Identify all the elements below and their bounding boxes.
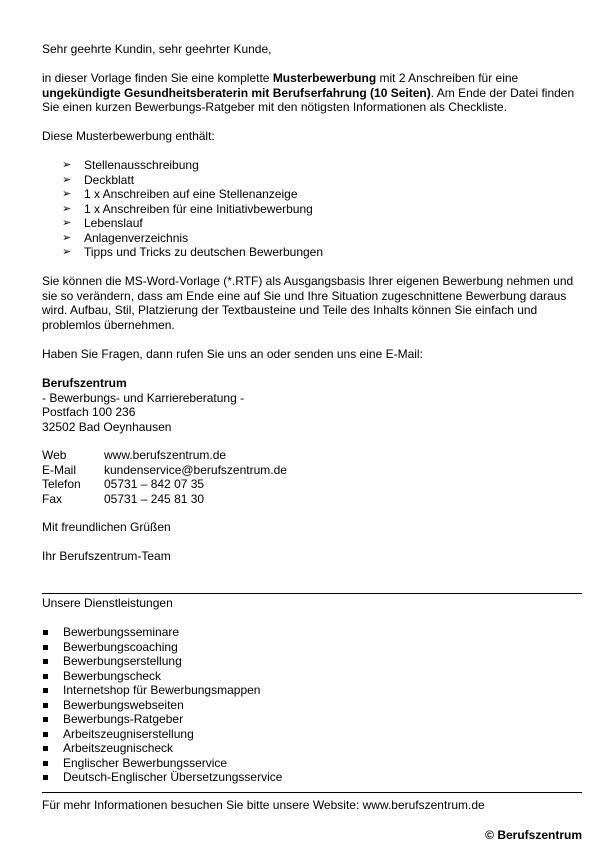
list-item: Arbeitszeugniserstellung xyxy=(42,727,582,742)
email-link[interactable]: kundenservice@berufszentrum.de xyxy=(104,462,287,477)
address-line: - Bewerbungs- und Karriereberatung - xyxy=(42,390,245,405)
contact-row-phone: Telefon 05731 – 842 07 35 xyxy=(42,477,205,491)
arrow-bullet-icon: ➢ xyxy=(62,246,72,258)
address-line: 32502 Bad Oeynhausen xyxy=(42,419,172,434)
square-bullet-icon xyxy=(43,746,48,751)
contact-row-fax: Fax 05731 – 245 81 30 xyxy=(42,491,205,506)
square-bullet-icon xyxy=(43,717,48,722)
square-bullet-icon xyxy=(43,688,48,693)
list-item: ➢ Deckblatt xyxy=(62,172,135,187)
list-item: Bewerbungs-Ratgeber xyxy=(42,712,582,727)
divider xyxy=(42,792,582,793)
list-item: Bewerbungswebseiten xyxy=(42,698,582,713)
contact-row-web: Web www.berufszentrum.de xyxy=(42,448,227,462)
list-item: Deutsch-Englischer Übersetzungsservice xyxy=(42,770,582,785)
closing-text: Mit freundlichen Grüßen xyxy=(42,520,171,534)
fax-number: 05731 – 245 81 30 xyxy=(104,491,205,506)
list-item: ➢ Lebenslauf xyxy=(62,216,143,230)
square-bullet-icon xyxy=(43,645,48,650)
list-item: Bewerbungscheck xyxy=(42,669,582,684)
list-item: Bewerbungserstellung xyxy=(42,654,582,669)
intro-text-3: . Am Ende der Datei finden Sie einen kurzen Bewerbungs-Ratgeber mit den nötigsten Informationen als Checkliste. xyxy=(42,85,575,114)
contact-row-email: E-Mail kundenservice@berufszentrum.de xyxy=(42,462,287,477)
divider xyxy=(42,593,582,594)
list-item: Englischer Bewerbungsservice xyxy=(42,756,582,771)
list-item: Arbeitszeugnischeck xyxy=(42,741,582,756)
arrow-bullet-icon: ➢ xyxy=(62,188,72,200)
contact-block xyxy=(42,448,582,506)
list-item: ➢ 1 x Anschreiben auf eine Stellenanzeige xyxy=(62,187,298,201)
intro-paragraph xyxy=(42,71,582,115)
square-bullet-icon xyxy=(43,761,48,766)
list-item: ➢ 1 x Anschreiben für eine Initiativbewerbung xyxy=(62,201,313,216)
phone-number: 05731 – 842 07 35 xyxy=(104,477,205,491)
intro-text-1: in dieser Vorlage finden Sie eine komplette xyxy=(42,71,273,85)
square-bullet-icon xyxy=(43,732,48,737)
services-list xyxy=(42,625,582,785)
greeting: Sehr geehrte Kundin, sehr geehrter Kunde, xyxy=(42,42,272,56)
arrow-bullet-icon: ➢ xyxy=(62,217,72,229)
copyright-text: © Berufszentrum xyxy=(485,828,582,842)
list-item: Internetshop für Bewerbungsmappen xyxy=(42,683,582,698)
arrow-bullet-icon: ➢ xyxy=(62,231,72,244)
contents-list xyxy=(42,158,582,260)
arrow-bullet-icon: ➢ xyxy=(62,173,72,186)
more-info-text: Für mehr Informationen besuchen Sie bitte unsere Website: www.berufszentrum.de xyxy=(42,798,485,812)
address-line: Postfach 100 236 xyxy=(42,405,136,419)
list-item: ➢ Stellenausschreibung xyxy=(62,158,199,172)
square-bullet-icon xyxy=(43,775,48,780)
square-bullet-icon xyxy=(43,659,48,664)
list-item: Bewerbungsseminare xyxy=(42,625,582,640)
services-heading: Unsere Dienstleistungen xyxy=(42,596,173,610)
square-bullet-icon xyxy=(43,630,48,635)
square-bullet-icon xyxy=(43,703,48,708)
list-item: ➢ Tipps und Tricks zu deutschen Bewerbungen xyxy=(62,245,324,259)
address-block xyxy=(42,376,582,434)
list-item: ➢ Anlagenverzeichnis xyxy=(62,230,189,245)
arrow-bullet-icon: ➢ xyxy=(62,202,72,215)
intro-bold-2: ungekündigte Gesundheitsberaterin mit Berufserfahrung (10 Seiten) xyxy=(42,85,431,100)
signature-text: Ihr Berufszentrum-Team xyxy=(42,549,171,563)
list-item: Bewerbungscoaching xyxy=(42,640,582,655)
arrow-bullet-icon: ➢ xyxy=(62,159,72,171)
contents-heading: Diese Musterbewerbung enthält: xyxy=(42,129,215,143)
web-link[interactable]: www.berufszentrum.de xyxy=(104,448,227,462)
company-name: Berufszentrum xyxy=(42,376,127,390)
usage-paragraph: Sie können die MS-Word-Vorlage (*.RTF) als Ausgangsbasis Ihrer eigenen Bewerbung nehmen und sie so verändern, dass am Ende eine auf Sie und Ihre Situation zugeschnittene Bewerbung daraus wird. Aufbau, Stil, Platzierung der Textbausteine und Teile des Inhalts können Sie einfach und problemlos übernehmen. xyxy=(42,274,574,332)
square-bullet-icon xyxy=(43,674,48,679)
questions-text: Haben Sie Fragen, dann rufen Sie uns an oder senden uns eine E-Mail: xyxy=(42,347,423,361)
intro-text-2: mit 2 Anschreiben für eine xyxy=(376,71,519,85)
intro-bold-1: Musterbewerbung xyxy=(272,71,377,85)
